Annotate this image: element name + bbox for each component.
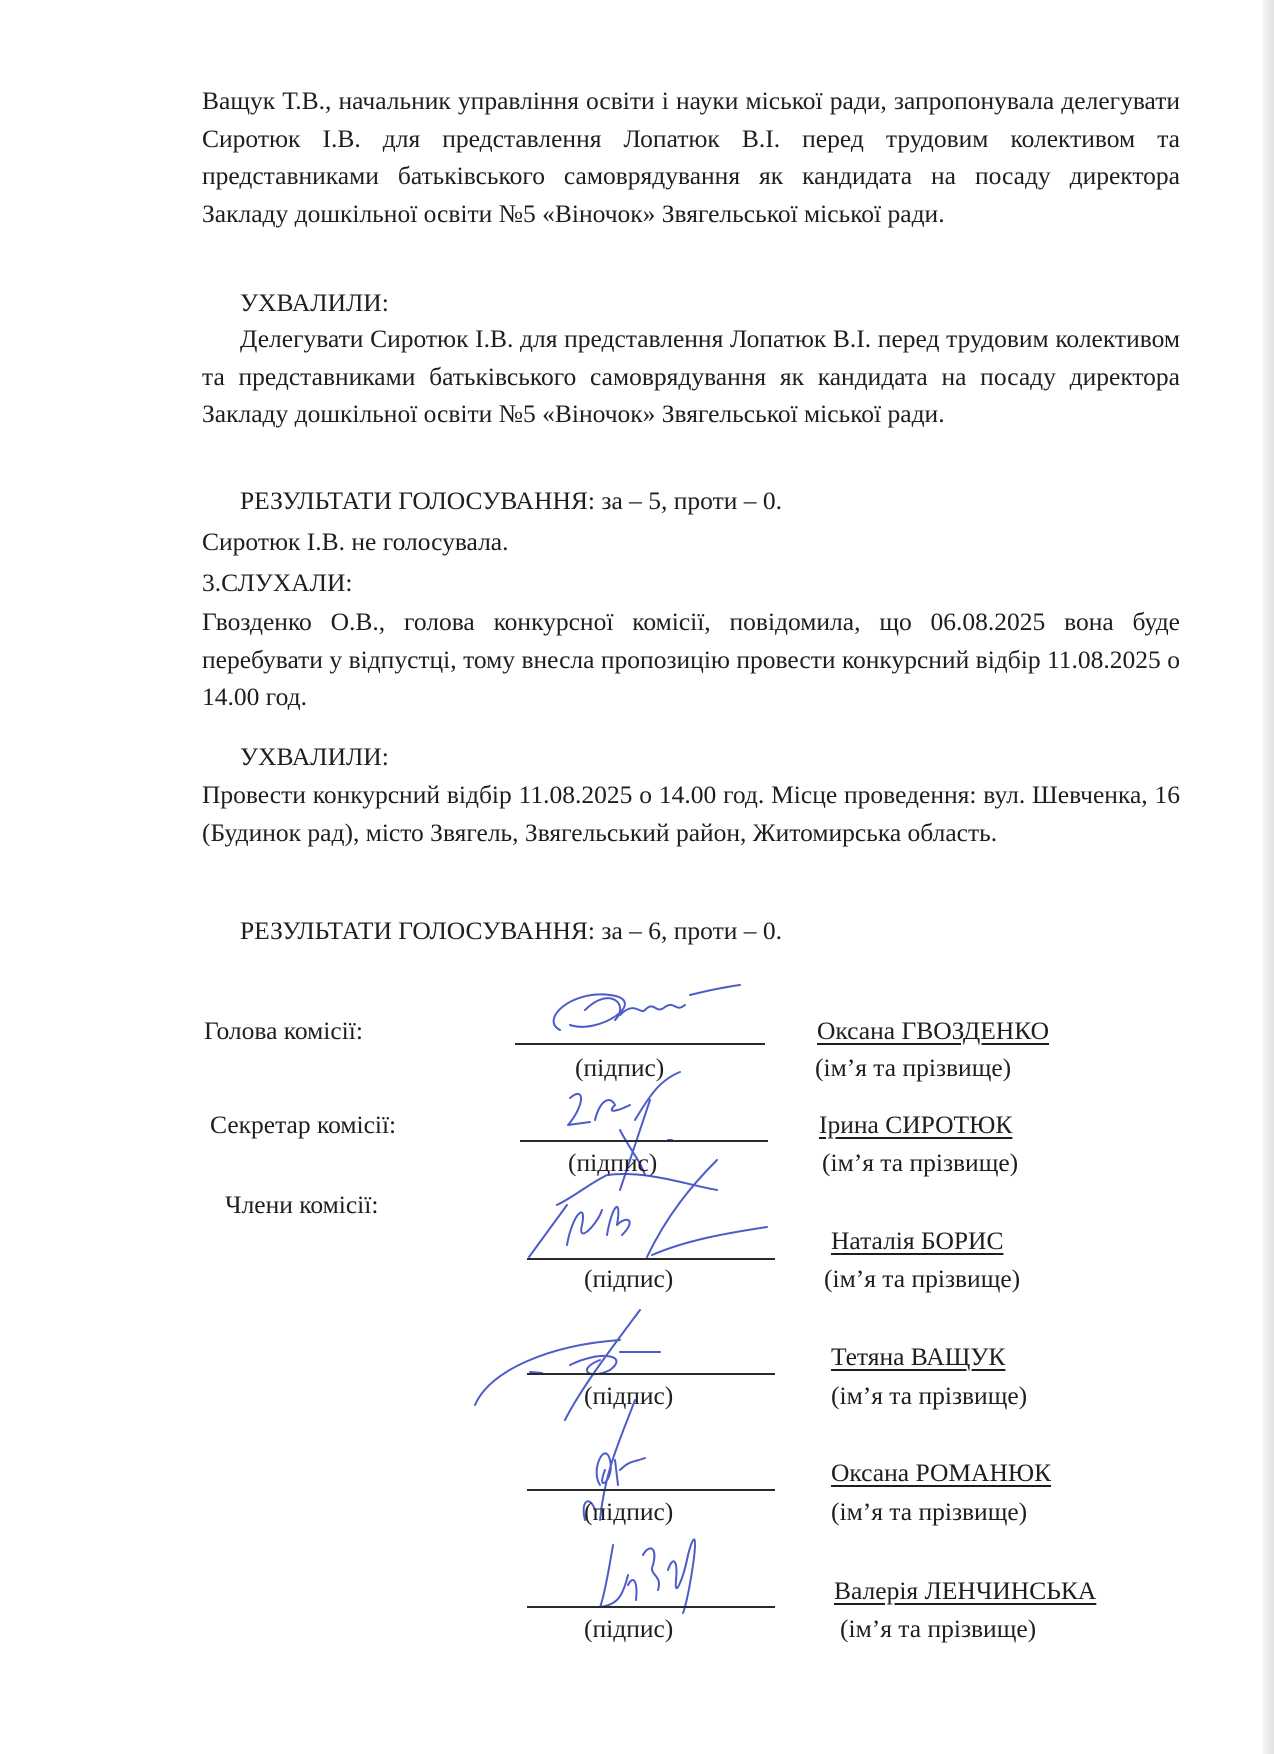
paragraph-proposal: Ващук Т.В., начальник управління освіти і науки міської ради, запропонувала делегувати Сиротюк І.В. для представлення Лопатюк В.І. перед трудовим колективом та представниками батьківського самоврядування як кандидата на посаду директора Закладу дошкільної освіти №5 «Віночок» Звягельської міської ради. — [202, 86, 1180, 228]
secretary-signature-caption: (підпис) — [568, 1148, 658, 1177]
member-3-signature-caption: (підпис) — [584, 1497, 674, 1526]
scan-edge-shadow — [1262, 0, 1274, 1754]
vote-result-3: РЕЗУЛЬТАТИ ГОЛОСУВАННЯ: за – 6, проти – 0. — [240, 916, 782, 945]
member-2-name: Тетяна ВАЩУК — [831, 1342, 1006, 1371]
member-3-name-caption: (ім’я та прізвище) — [831, 1497, 1028, 1526]
member-2-name-caption: (ім’я та прізвище) — [831, 1381, 1028, 1410]
chair-signature-caption: (підпис) — [575, 1053, 665, 1082]
resolved-heading-3: УХВАЛИЛИ: — [240, 742, 389, 771]
chair-name-caption: (ім’я та прізвище) — [815, 1053, 1012, 1082]
secretary-signature-line — [520, 1140, 768, 1142]
chair-signature-line — [515, 1043, 765, 1045]
member-4-name: Валерія ЛЕНЧИНСЬКА — [834, 1576, 1097, 1605]
member-4-signature-icon — [598, 1525, 708, 1615]
member-3-name: Оксана РОМАНЮК — [831, 1458, 1052, 1487]
member-1-signature-caption: (підпис) — [584, 1264, 674, 1293]
chair-name: Оксана ГВОЗДЕНКО — [817, 1016, 1050, 1045]
resolved-heading-1: УХВАЛИЛИ: — [240, 288, 389, 317]
members-label: Члени комісії: — [225, 1190, 379, 1219]
resolved-text-3: Провести конкурсний відбір 11.08.2025 о 14.00 год. Місце проведення: вул. Шевченка, 16 (Будинок рад), місто Звягель, Звягельський район, Житомирська область. — [202, 780, 1180, 847]
member-1-name-caption: (ім’я та прізвище) — [824, 1264, 1021, 1293]
member-3-signature-line — [527, 1489, 775, 1491]
member-2-signature-caption: (підпис) — [584, 1381, 674, 1410]
member-4-name-caption: (ім’я та прізвище) — [840, 1614, 1037, 1643]
member-4-signature-caption: (підпис) — [584, 1614, 674, 1643]
member-4-signature-line — [527, 1606, 775, 1608]
secretary-name-caption: (ім’я та прізвище) — [822, 1148, 1019, 1177]
chair-signature-icon — [540, 975, 780, 1045]
vote-result-1: РЕЗУЛЬТАТИ ГОЛОСУВАННЯ: за – 5, проти – 0. — [240, 486, 782, 515]
member-2-signature-line — [527, 1373, 775, 1375]
secretary-label: Секретар комісії: — [210, 1110, 397, 1139]
member-1-signature-line — [527, 1258, 775, 1260]
heard-text-3: Гвозденко О.В., голова конкурсної комісії, повідомила, що 06.08.2025 вона буде перебувати у відпустці, тому внесла пропозицію провести конкурсний відбір 11.08.2025 о 14.00 год. — [202, 607, 1180, 711]
vote-note-1: Сиротюк І.В. не голосувала. — [202, 527, 509, 556]
chair-label: Голова комісії: — [204, 1016, 363, 1045]
resolved-text-1: Делегувати Сиротюк І.В. для представлення Лопатюк В.І. перед трудовим колективом та представниками батьківського самоврядування як кандидата на посаду директора Закладу дошкільної освіти №5 «Віночок» Звягельської міської ради. — [202, 324, 1180, 428]
member-1-name: Наталія БОРИС — [831, 1226, 1004, 1255]
member-1-signature-icon — [527, 1165, 787, 1265]
secretary-name: Ірина СИРОТЮК — [819, 1110, 1013, 1139]
heard-heading-3: 3.СЛУХАЛИ: — [202, 568, 353, 597]
